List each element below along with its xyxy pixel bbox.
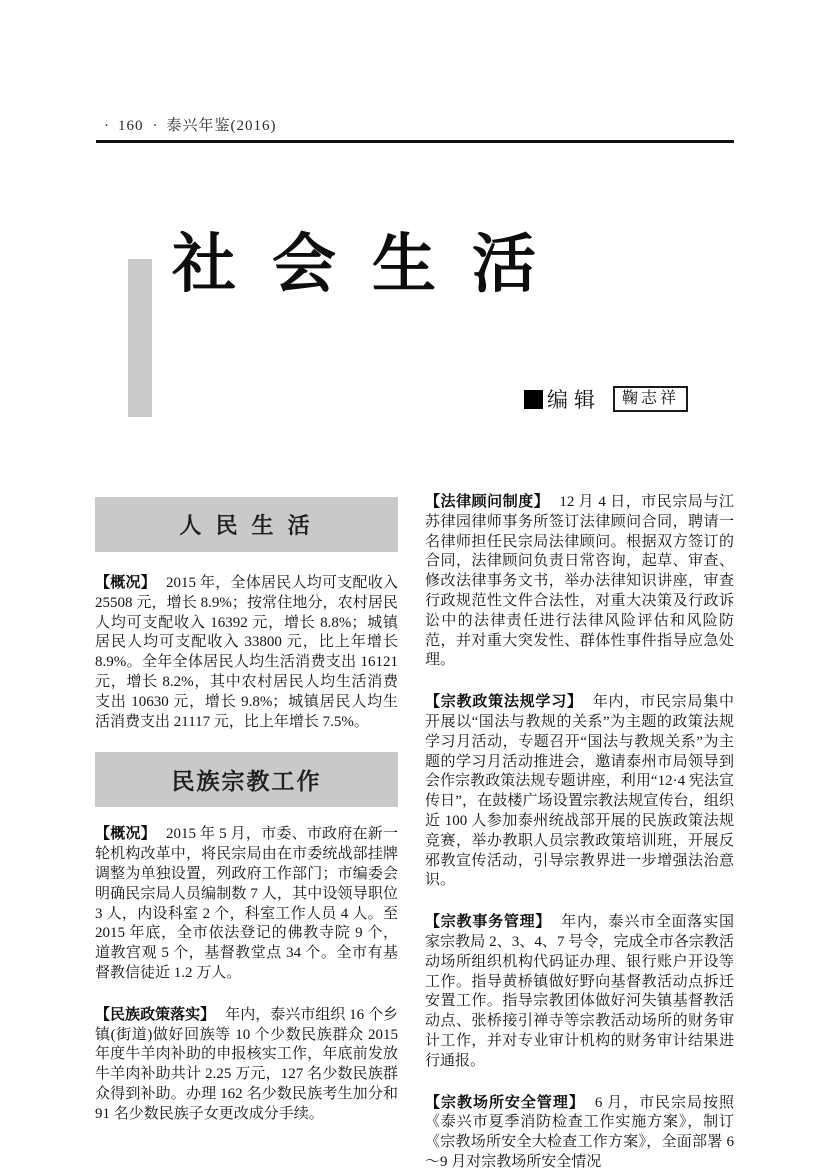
paragraph-text: 年内，市民宗局集中开展以“国法与教规的关系”为主题的政策法规学习月活动，专题召开“国法与教规关系”为主题的学习月活动推进会，邀请泰州市局领导到会作宗教政策法规专题讲座，利用“12·4 宪法宣传日”，在鼓楼广场设置宗教法规宣传台，组织近 100 人参加泰州统战部开展的民族政策法规竞赛，举办教职人员宗教政策培训班，开展反邪教宣传活动，引导宗教界进一步增强法治意识。: [425, 694, 734, 889]
editor-label: 编辑: [547, 388, 601, 412]
paragraph: [95, 1005, 398, 1125]
paragraph-label: 【概况】: [95, 825, 156, 843]
section-heading-ethnic-religious-work: 民族宗教工作: [95, 752, 398, 807]
paragraph-text: 2015 年 5 月，市委、市政府在新一轮机构改革中，将民宗局由在市委统战部挂牌调整为单独设置，列政府工作部门；市编委会明确民宗局人员编制数 7 人，其中设领导职位 3 人，内设科室 2 个，科室工作人员 4 人。至 2015 年底，全市依法登记的佛教寺院 9 个，道教宫观 5 个，基督教堂点 34 个。全市有基督教信徒近 1.2 万人。: [95, 826, 398, 981]
paragraph-label: 【概况】: [95, 574, 156, 591]
paragraph: [425, 492, 734, 671]
paragraph-text: 年内，泰兴市全面落实国家宗教局 2、3、4、7 号令，完成全市各宗教活动场所组织机构代码证办理、银行账户开设等工作。指导黄桥镇做好野向基督教活动点拆迁安置工作。指导宗教团体做好河失镇基督教活动点、张桥接引禅寺等宗教活动场所的财务审计工作，并对专业审计机构的财务审计结果进行通报。: [425, 914, 734, 1069]
editor-name: 鞠志祥: [622, 390, 680, 407]
book-title: 泰兴年鉴(2016): [166, 118, 277, 134]
editor-name-box: [613, 386, 688, 412]
paragraph: [95, 573, 398, 732]
paragraph-label: 【法律顾问制度】: [425, 493, 550, 510]
paragraph-label: 【民族政策落实】: [95, 1005, 216, 1023]
paragraph: [425, 912, 734, 1071]
paragraph-text: 12 月 4 日，市民宗局与江苏律园律师事务所签订法律顾问合同，聘请一名律师担任民宗局法律顾问。根据双方签订的合同，法律顾问负责日常咨询，起草、审查、修改法律事务文书，举办法律知识讲座，审查行政规范性文件合法性，对重大决策及行政诉讼中的法律责任进行法律风险评估和风险防范，并对重大突发性、群体性事件指导应急处理。: [425, 494, 734, 669]
paragraph: [425, 692, 734, 891]
header-dot-left: ·: [104, 118, 109, 134]
chapter-title: 社 会 生 活: [172, 229, 546, 300]
paragraph-label: 【宗教场所安全管理】: [425, 1093, 585, 1111]
right-column: [425, 492, 734, 1169]
paragraph-text: 6 月，市民宗局按照《泰兴市夏季消防检查工作实施方案》，制订《宗教场所安全大检查工作方案》，全面部署 6～9 月对宗教场所安全情况: [425, 1094, 734, 1169]
text-columns: [95, 492, 734, 1169]
page-number: 160: [118, 118, 144, 134]
black-square-bullet-icon: [524, 390, 543, 409]
editor-credit: [524, 386, 688, 412]
paragraph-label: 【宗教事务管理】: [425, 913, 552, 931]
section-heading-peoples-life: 人 民 生 活: [95, 497, 398, 552]
left-column: [95, 492, 398, 1125]
running-header: [96, 114, 734, 143]
paragraph: [95, 824, 398, 983]
paragraph-label: 【宗教政策法规学习】: [425, 693, 583, 711]
paragraph: [425, 1093, 734, 1169]
chapter-title-decoration-bar: [128, 259, 152, 417]
paragraph-text: 2015 年，全体居民人均可支配收入 25508 元，增长 8.9%；按常住地分，农村居民人均可支配收入 16392 元，增长 8.8%；城镇居民人均可支配收入 33800 元，比上年增长 8.9%。全年全体居民人均生活消费支出 16121 元，增长 8.2%，其中农村居民人均生活消费支出 10630 元，增长 9.8%；城镇居民人均生活消费支出 21117 元，比上年增长 7.5%。: [95, 575, 398, 730]
paragraph-text: 年内，泰兴市组织 16 个乡镇(街道)做好回族等 10 个少数民族群众 2015 年度牛羊肉补助的申报核实工作，年底前发放牛羊肉补助共计 2.25 万元，127 名少数民族群众得到补助。办理 162 名少数民族考生加分和 91 名少数民族子女更改成分手续。: [95, 1006, 398, 1122]
header-dot-right: ·: [152, 118, 158, 134]
